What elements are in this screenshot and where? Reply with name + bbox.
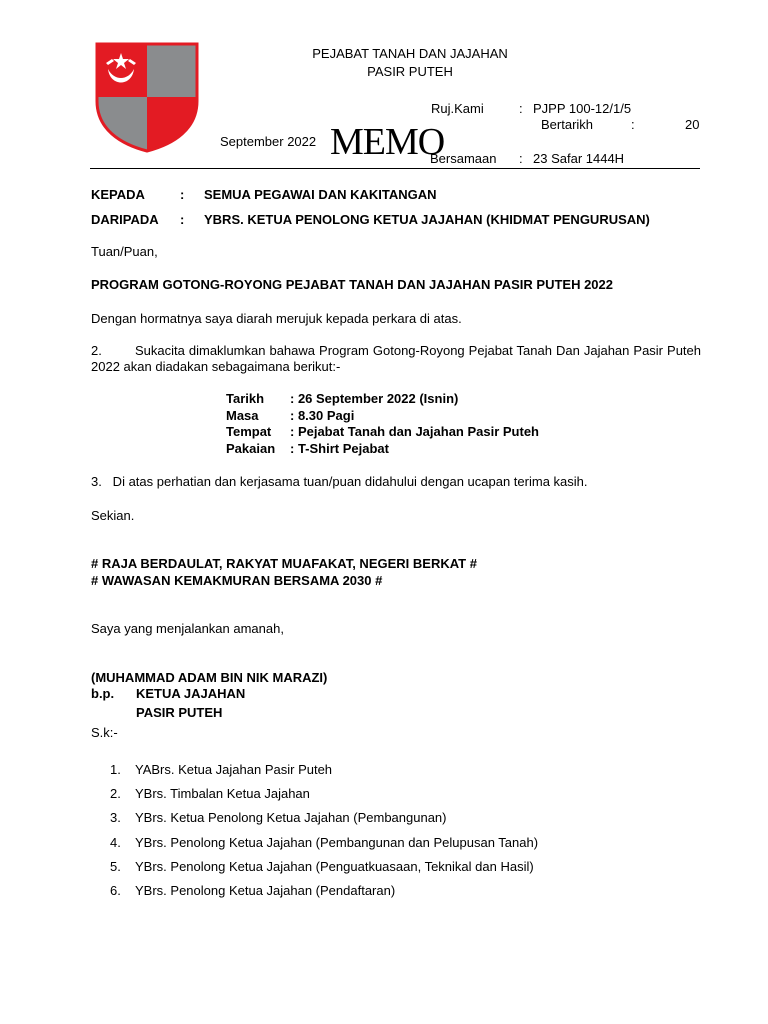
cc-item-text: YBrs. Penolong Ketua Jajahan (Pendaftaran) bbox=[135, 882, 396, 898]
to-label: KEPADA bbox=[91, 187, 145, 202]
from-label: DARIPADA bbox=[91, 212, 159, 227]
signatory-title-1: KETUA JAJAHAN bbox=[136, 686, 246, 701]
crest-red-quarter-bottom bbox=[147, 97, 200, 153]
ref-colon: : bbox=[519, 101, 523, 116]
motto-line-2: # WAWASAN KEMAKMURAN BERSAMA 2030 # bbox=[91, 573, 383, 588]
cc-item-number: 2. bbox=[110, 786, 121, 802]
signatory-name: (MUHAMMAD ADAM BIN NIK MARAZI) bbox=[91, 670, 328, 685]
signatory-bp: b.p. bbox=[91, 686, 115, 701]
cc-item-number: 6. bbox=[110, 882, 121, 898]
event-place-value: : Pejabat Tanah dan Jajahan Pasir Puteh bbox=[290, 424, 539, 439]
crest-red-quarter-top bbox=[94, 41, 147, 97]
hijri-value: 23 Safar 1444H bbox=[533, 151, 625, 166]
event-details bbox=[226, 391, 539, 457]
date-day: 20 bbox=[685, 117, 700, 132]
paragraph-3: 3. Di atas perhatian dan kerjasama tuan/puan didahului dengan ucapan terima kasih. bbox=[91, 474, 588, 489]
event-time-value: : 8.30 Pagi bbox=[290, 407, 355, 423]
cc-item-number: 1. bbox=[110, 762, 121, 777]
paragraph-1: Dengan hormatnya saya diarah merujuk kepada perkara di atas. bbox=[91, 311, 462, 326]
cc-list-item bbox=[110, 761, 538, 785]
office-name-line1: PEJABAT TANAH DAN JAJAHAN bbox=[312, 46, 508, 61]
cc-list-item bbox=[110, 809, 538, 833]
cc-list bbox=[110, 761, 538, 906]
crest-grey-quarter-bottom bbox=[94, 97, 147, 153]
memo-title: MEMO bbox=[330, 121, 445, 163]
cc-item-text: YBrs. Penolong Ketua Jajahan (Penguatkuasaan, Teknikal dan Hasil) bbox=[135, 858, 534, 874]
paragraph-2-number: 2. bbox=[91, 343, 102, 358]
header-divider bbox=[90, 168, 700, 169]
paragraph-2-text: Sukacita dimaklumkan bahawa Program Gotong-Royong Pejabat Tanah Dan Jajahan Pasir Puteh 2022 akan diadakan sebagaimana berikut:- bbox=[91, 343, 701, 374]
motto-line-1: # RAJA BERDAULAT, RAKYAT MUAFAKAT, NEGERI BERKAT # bbox=[91, 556, 477, 571]
to-colon: : bbox=[180, 187, 185, 202]
event-place-label: Tempat bbox=[226, 424, 272, 439]
hijri-label: Bersamaan bbox=[430, 151, 497, 166]
office-name-line2: PASIR PUTEH bbox=[367, 64, 453, 79]
cc-list-item bbox=[110, 882, 538, 906]
from-colon: : bbox=[180, 212, 185, 227]
signatory-title-2: PASIR PUTEH bbox=[136, 705, 223, 720]
event-date-value: : 26 September 2022 (Isnin) bbox=[290, 391, 459, 406]
from-value: YBRS. KETUA PENOLONG KETUA JAJAHAN (KHIDMAT PENGURUSAN) bbox=[204, 212, 650, 227]
cc-item-text: YBrs. Timbalan Ketua Jajahan bbox=[135, 786, 310, 802]
cc-item-text: YABrs. Ketua Jajahan Pasir Puteh bbox=[135, 762, 333, 777]
date-colon: : bbox=[631, 117, 635, 132]
event-date-label: Tarikh bbox=[226, 391, 265, 406]
salutation: Tuan/Puan, bbox=[91, 244, 158, 259]
signature-pledge: Saya yang menjalankan amanah, bbox=[91, 621, 284, 636]
ref-label: Ruj.Kami bbox=[431, 101, 484, 116]
cc-item-number: 4. bbox=[110, 834, 121, 850]
hijri-colon: : bbox=[519, 151, 523, 166]
crest-grey-quarter-top bbox=[147, 41, 200, 97]
to-value: SEMUA PEGAWAI DAN KAKITANGAN bbox=[204, 187, 437, 202]
closing: Sekian. bbox=[91, 508, 135, 523]
ref-value: PJPP 100-12/1/5 bbox=[533, 101, 632, 116]
cc-label: S.k:- bbox=[91, 725, 118, 740]
event-time-label: Masa bbox=[226, 407, 259, 423]
cc-list-item bbox=[110, 785, 538, 809]
cc-item-text: YBrs. Ketua Penolong Ketua Jajahan (Pembangunan) bbox=[135, 810, 447, 826]
date-label: Bertarikh bbox=[541, 117, 594, 132]
cc-item-number: 5. bbox=[110, 858, 121, 874]
subject: PROGRAM GOTONG-ROYONG PEJABAT TANAH DAN JAJAHAN PASIR PUTEH 2022 bbox=[91, 277, 613, 292]
cc-item-text: YBrs. Penolong Ketua Jajahan (Pembangunan dan Pelupusan Tanah) bbox=[135, 834, 539, 850]
cc-item-number: 3. bbox=[110, 810, 121, 826]
kelantan-crest-icon bbox=[94, 41, 200, 153]
cc-list-item bbox=[110, 858, 538, 882]
event-attire-value: : T-Shirt Pejabat bbox=[290, 440, 389, 456]
paragraph-2 bbox=[91, 343, 701, 375]
date-month-year: September 2022 bbox=[220, 134, 317, 149]
cc-list-item bbox=[110, 834, 538, 858]
event-attire-label: Pakaian bbox=[226, 440, 276, 456]
